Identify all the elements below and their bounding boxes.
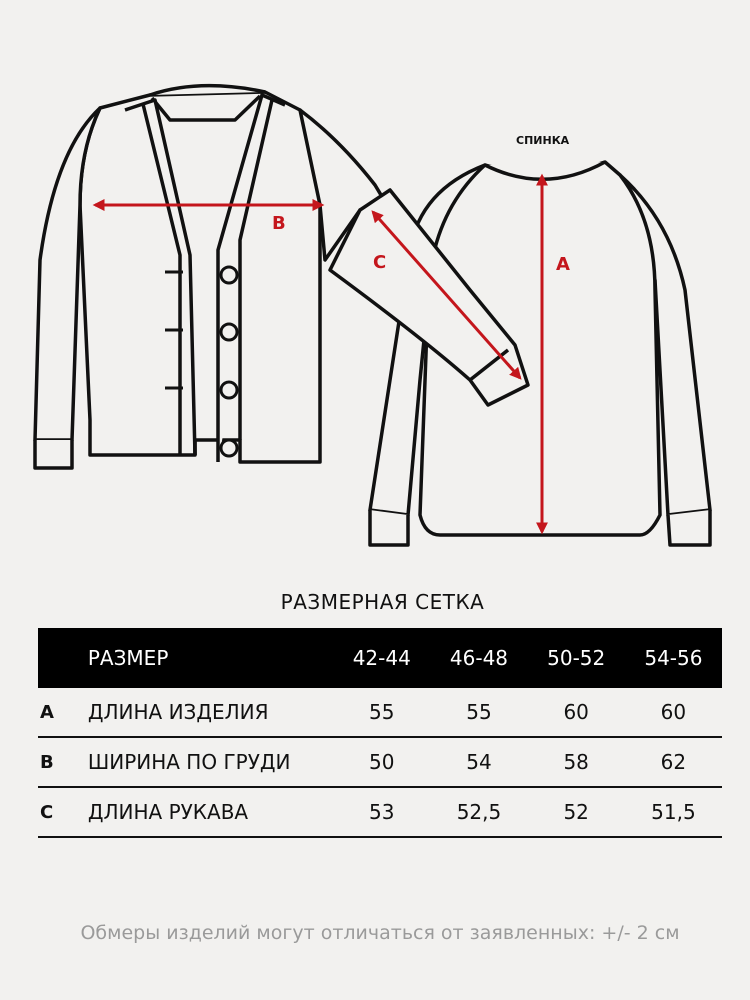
row-value: 52,5 [456,800,502,824]
header-size-54-56: 54-56 [644,646,703,670]
header-size-label: РАЗМЕР [87,646,169,670]
row-value: 62 [660,750,687,774]
table-row [38,688,722,738]
header-size-46-48: 46-48 [449,646,509,670]
row-value: 60 [660,700,687,724]
row-value: 51,5 [651,800,696,824]
row-value: 53 [369,800,395,824]
row-value: 50 [369,750,395,774]
header-size-50-52: 50-52 [547,646,606,670]
back-view-label: СПИНКА [516,134,570,147]
row-value: 52 [563,800,589,824]
size-chart-title: РАЗМЕРНАЯ СЕТКА [280,590,485,614]
row-name: ДЛИНА ИЗДЕЛИЯ [87,700,269,724]
header-size-42-44: 42-44 [352,646,411,670]
row-value: 54 [466,750,492,774]
row-value: 55 [466,700,492,724]
measure-label-a: A [556,254,570,275]
cardigan-back [370,162,710,545]
table-row [38,738,722,788]
row-letter: A [40,701,54,723]
table-header [38,628,722,688]
row-letter: C [40,801,54,823]
measure-label-c: C [373,252,387,273]
row-value: 58 [563,750,589,774]
row-name: ШИРИНА ПО ГРУДИ [87,750,291,774]
row-value: 60 [563,700,589,724]
measure-label-b: B [272,213,286,234]
size-table [38,628,722,838]
row-name: ДЛИНА РУКАВА [87,800,249,824]
row-letter: B [40,751,54,773]
row-value: 55 [369,700,395,724]
table-row [38,788,722,838]
measurement-tolerance-note: Обмеры изделий могут отличаться от заявленных: +/- 2 см [80,922,680,944]
